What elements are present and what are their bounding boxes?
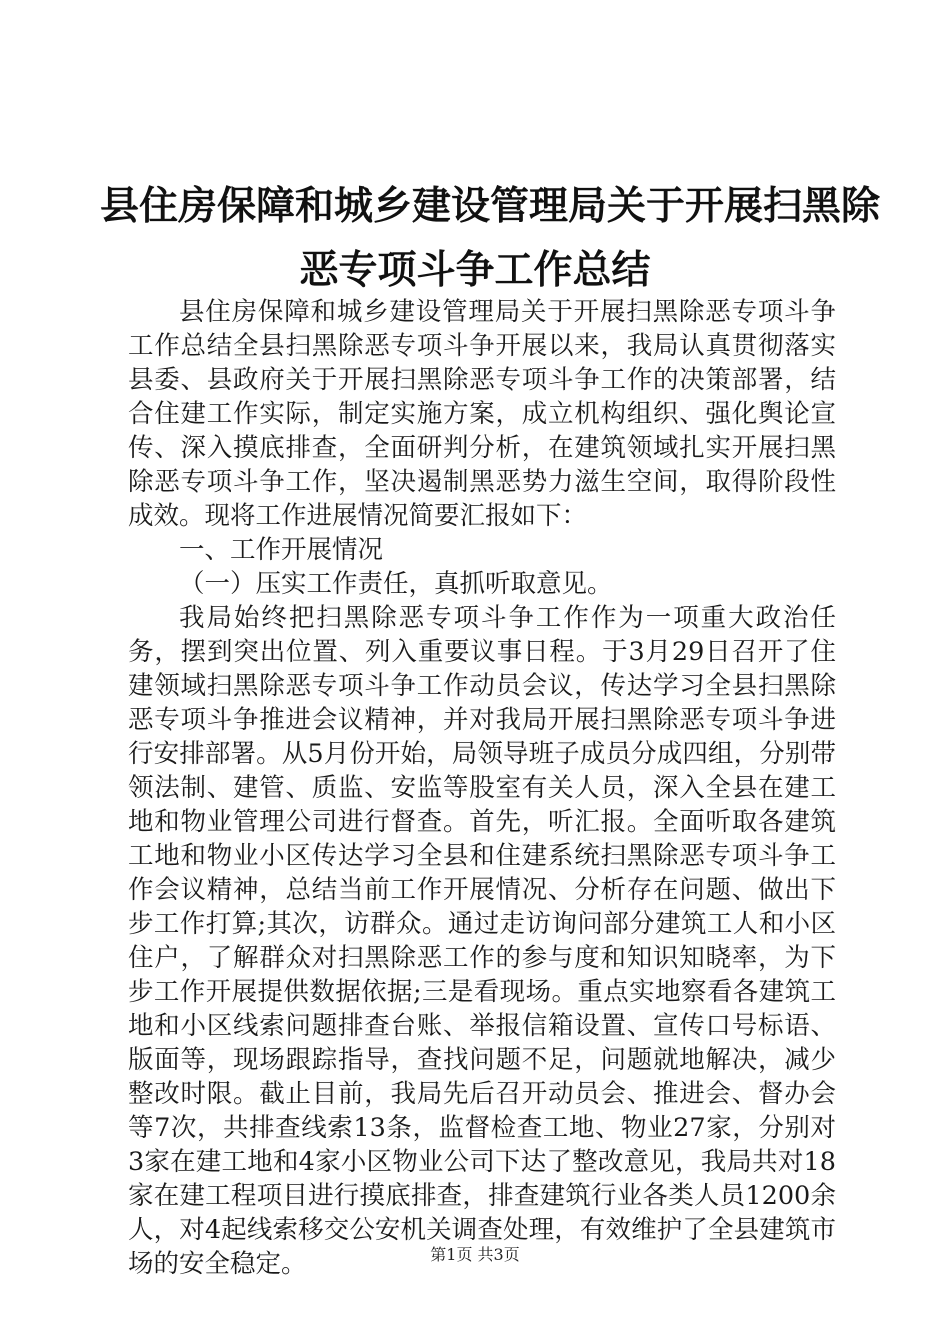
document-title-line-2: 恶专项斗争工作总结 bbox=[299, 248, 651, 293]
document-body bbox=[128, 295, 836, 1281]
intro-paragraph: 县住房保障和城乡建设管理局关于开展扫黑除恶专项斗争工作总结全县扫黑除恶专项斗争开展以来，我局认真贯彻落实县委、县政府关于开展扫黑除恶专项斗争工作的决策部署，结合住建工作实际，制定实施方案，成立机构组织、强化舆论宣传、深入摸底排查，全面研判分析，在建筑领域扎实开展扫黑除恶专项斗争工作，坚决遏制黑恶势力滋生空间，取得阶段性成效。现将工作进展情况简要汇报如下： bbox=[128, 297, 836, 531]
page-number-footer: 第1页 共3页 bbox=[430, 1245, 520, 1264]
body-paragraph: 我局始终把扫黑除恶专项斗争工作作为一项重大政治任务，摆到突出位置、列入重要议事日程。于3月29日召开了住建领域扫黑除恶专项斗争工作动员会议，传达学习全县扫黑除恶专项斗争推进会议精神，并对我局开展扫黑除恶专项斗争进行安排部署。从5月份开始，局领导班子成员分成四组，分别带领法制、建管、质监、安监等股室有关人员，深入全县在建工地和物业管理公司进行督查。首先，听汇报。全面听取各建筑工地和物业小区传达学习全县和住建系统扫黑除恶专项斗争工作会议精神，总结当前工作开展情况、分析存在问题、做出下步工作打算;其次，访群众。通过走访询问部分建筑工人和小区住户，了解群众对扫黑除恶工作的参与度和知识知晓率，为下步工作开展提供数据依据;三是看现场。重点实地察看各建筑工地和小区线索问题排查台账、举报信箱设置、宣传口号标语、版面等，现场跟踪指导，查找问题不足，问题就地解决，减少整改时限。截止目前，我局先后召开动员会、推进会、督办会等7次，共排查线索13条，监督检查工地、物业27家，分别对3家在建工地和4家小区物业公司下达了整改意见，我局共对18家在建工程项目进行摸底排查，排查建筑行业各类人员1200余人，对4起线索移交公安机关调查处理，有效维护了全县建筑市场的安全稳定。 bbox=[128, 603, 836, 1279]
subsection-heading: （一）压实工作责任，真抓听取意见。 bbox=[179, 569, 613, 599]
section-heading: 一、工作开展情况 bbox=[179, 535, 384, 565]
document-title-line-1: 县住房保障和城乡建设管理局关于开展扫黑除 bbox=[100, 184, 881, 229]
